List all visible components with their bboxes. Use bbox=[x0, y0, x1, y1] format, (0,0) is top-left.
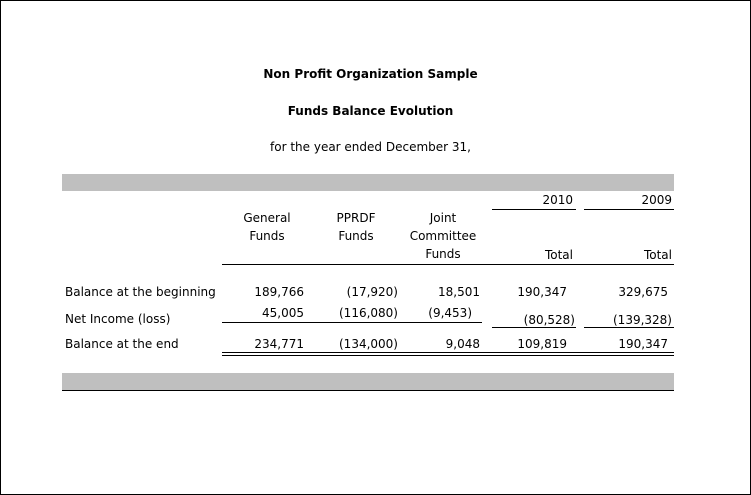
col-general-line1: General bbox=[243, 211, 291, 225]
org-name: Non Profit Organization Sample bbox=[263, 67, 478, 81]
top-band bbox=[62, 174, 674, 191]
col-total-current: Total bbox=[544, 248, 573, 262]
col-joint-line1: Joint bbox=[429, 211, 457, 225]
year-underline-current bbox=[492, 209, 576, 210]
cell-general-end: 234,771 bbox=[254, 337, 304, 351]
row-label-beginning: Balance at the beginning bbox=[65, 285, 216, 299]
row-label-end: Balance at the end bbox=[65, 337, 179, 351]
year-prior: 2009 bbox=[641, 193, 672, 207]
col-pprdf-line2: Funds bbox=[338, 229, 374, 243]
cell-pprdf-end: (134,000) bbox=[339, 337, 398, 351]
year-current: 2010 bbox=[542, 193, 573, 207]
cell-total2010-end: 109,819 bbox=[517, 337, 567, 351]
total-double-underline-2 bbox=[222, 355, 674, 356]
cell-total2009-net-income: (139,328) bbox=[613, 313, 672, 327]
cell-joint-beginning: 18,501 bbox=[438, 285, 480, 299]
row-label-net-income: Net Income (loss) bbox=[65, 312, 171, 326]
cell-total2010-beginning: 190,347 bbox=[517, 285, 567, 299]
subtotal-underline-2009 bbox=[584, 327, 674, 328]
col-general-line2: Funds bbox=[249, 229, 285, 243]
cell-pprdf-beginning: (17,920) bbox=[346, 285, 398, 299]
subtotal-underline-funds bbox=[222, 322, 482, 323]
subtotal-underline-2010 bbox=[492, 327, 576, 328]
col-joint-line2: Committee bbox=[409, 229, 477, 243]
year-underline-prior bbox=[584, 209, 674, 210]
bottom-band bbox=[62, 373, 674, 390]
header-underline bbox=[222, 264, 674, 265]
cell-pprdf-net-income: (116,080) bbox=[339, 306, 398, 320]
cell-general-beginning: 189,766 bbox=[254, 285, 304, 299]
cell-total2009-beginning: 329,675 bbox=[618, 285, 668, 299]
col-joint-line3: Funds bbox=[425, 247, 461, 261]
total-double-underline-1 bbox=[222, 352, 674, 353]
report-period: for the year ended December 31, bbox=[270, 140, 471, 154]
col-total-prior: Total bbox=[643, 248, 672, 262]
cell-joint-end: 9,048 bbox=[445, 337, 480, 351]
cell-general-net-income: 45,005 bbox=[262, 306, 304, 320]
cell-total2009-end: 190,347 bbox=[618, 337, 668, 351]
cell-joint-net-income: (9,453) bbox=[428, 306, 472, 320]
col-pprdf-line1: PPRDF bbox=[336, 211, 376, 225]
report-title: Funds Balance Evolution bbox=[287, 104, 454, 118]
cell-total2010-net-income: (80,528) bbox=[523, 313, 575, 327]
bottom-band-rule bbox=[62, 390, 674, 391]
